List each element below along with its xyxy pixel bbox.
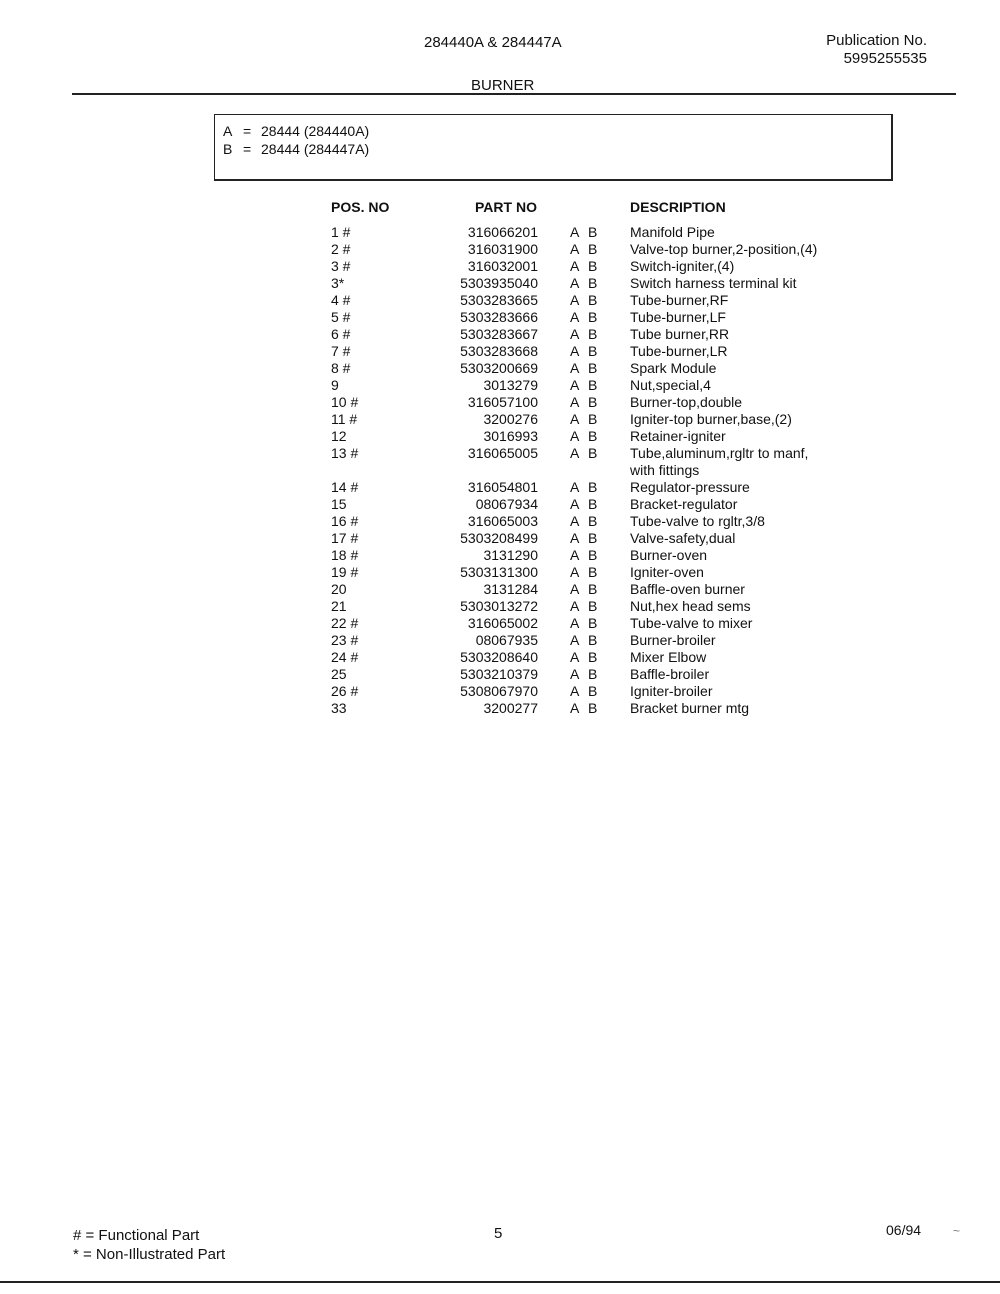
pos-cell: 1 # [331, 224, 351, 240]
part-number-cell: 5303200669 [460, 360, 538, 376]
column-header-part: PART NO [475, 199, 537, 215]
model-a-cell: A [570, 615, 580, 631]
model-b-cell: B [588, 615, 598, 631]
pos-cell: 14 # [331, 479, 359, 495]
legend-value: 28444 (284447A) [261, 141, 370, 157]
description-cell [630, 649, 706, 666]
model-b-cell: B [588, 700, 598, 716]
description-cell [630, 683, 712, 700]
description-line: Baffle-oven burner [630, 581, 745, 597]
description-cell [630, 241, 817, 258]
model-b-cell: B [588, 632, 598, 648]
description-line: Nut,hex head sems [630, 598, 751, 614]
description-line: Switch harness terminal kit [630, 275, 797, 291]
model-b-cell: B [588, 581, 598, 597]
description-line: Burner-oven [630, 547, 708, 563]
legend-line-a [223, 123, 369, 139]
description-line: Burner-broiler [630, 632, 716, 648]
model-a-cell: A [570, 632, 580, 648]
description-line: Baffle-broiler [630, 666, 710, 682]
part-number-cell: 5303208499 [460, 530, 538, 546]
description-cell [630, 394, 742, 411]
table-row [0, 309, 1000, 326]
model-a-cell: A [570, 241, 580, 257]
description-line: Tube-valve to mixer [630, 615, 753, 631]
part-number-cell: 3200276 [483, 411, 538, 427]
model-b-cell: B [588, 292, 598, 308]
part-number-cell: 5303210379 [460, 666, 538, 682]
publication-date: 06/94 [886, 1222, 922, 1238]
legend-equals: = [243, 123, 252, 139]
part-number-cell: 5308067970 [460, 683, 538, 699]
pos-cell: 22 # [331, 615, 359, 631]
table-row [0, 513, 1000, 530]
table-row [0, 598, 1000, 615]
pos-cell: 19 # [331, 564, 359, 580]
description-cell [630, 513, 765, 530]
scan-mark: ~ [953, 1224, 961, 1238]
model-b-cell: B [588, 428, 598, 444]
column-header-description: DESCRIPTION [630, 199, 726, 215]
model-b-cell: B [588, 224, 598, 240]
description-line: Igniter-oven [630, 564, 704, 580]
model-b-cell: B [588, 343, 598, 359]
model-a-cell: A [570, 275, 580, 291]
functional-part-note: # = Functional Part [73, 1227, 200, 1244]
model-b-cell: B [588, 496, 598, 512]
table-row [0, 241, 1000, 258]
pos-cell: 23 # [331, 632, 359, 648]
description-cell [630, 343, 728, 360]
description-line: Mixer Elbow [630, 649, 707, 665]
pos-cell: 2 # [331, 241, 351, 257]
pos-cell: 10 # [331, 394, 359, 410]
pos-cell: 18 # [331, 547, 359, 563]
description-line: Valve-safety,dual [630, 530, 736, 546]
description-cell [630, 309, 726, 326]
table-row [0, 258, 1000, 275]
model-a-cell: A [570, 377, 580, 393]
model-a-cell: A [570, 581, 580, 597]
legend-line-b [223, 141, 369, 157]
description-cell [630, 547, 707, 564]
description-cell [630, 615, 752, 632]
description-line: Tube-burner,LF [630, 309, 726, 325]
model-a-cell: A [570, 394, 580, 410]
model-b-cell: B [588, 598, 598, 614]
footer-divider [0, 1281, 1000, 1283]
description-cell [630, 700, 749, 717]
description-line: Igniter-top burner,base,(2) [630, 411, 792, 427]
part-number-cell: 3013279 [483, 377, 538, 393]
model-a-cell: A [570, 683, 580, 699]
part-number-cell: 5303283668 [460, 343, 538, 359]
section-title: BURNER [471, 77, 535, 94]
description-cell [630, 275, 797, 292]
model-a-cell: A [570, 496, 580, 512]
table-row [0, 445, 1000, 479]
part-number-cell: 316057100 [467, 394, 538, 410]
part-number-cell: 5303131300 [460, 564, 538, 580]
model-a-cell: A [570, 258, 580, 274]
model-b-cell: B [588, 530, 598, 546]
model-b-cell: B [588, 649, 598, 665]
model-a-cell: A [570, 309, 580, 325]
model-b-cell: B [588, 547, 598, 563]
pos-cell: 3* [331, 275, 345, 291]
description-line: with fittings [630, 462, 700, 478]
table-row [0, 360, 1000, 377]
pos-cell: 20 [331, 581, 347, 597]
part-number-cell: 5303283666 [460, 309, 538, 325]
table-row [0, 615, 1000, 632]
model-b-cell: B [588, 513, 598, 529]
model-a-cell: A [570, 360, 580, 376]
legend-key: A [223, 123, 233, 139]
part-number-cell: 316054801 [467, 479, 538, 495]
model-a-cell: A [570, 224, 580, 240]
pos-cell: 6 # [331, 326, 351, 342]
description-cell [630, 292, 728, 309]
pos-cell: 8 # [331, 360, 351, 376]
model-b-cell: B [588, 394, 598, 410]
description-line: Tube-burner,RF [630, 292, 729, 308]
model-b-cell: B [588, 326, 598, 342]
pos-cell: 12 [331, 428, 347, 444]
part-number-cell: 5303283667 [460, 326, 538, 342]
model-b-cell: B [588, 377, 598, 393]
pos-cell: 4 # [331, 292, 351, 308]
pos-cell: 25 [331, 666, 347, 682]
table-row [0, 224, 1000, 241]
table-row [0, 632, 1000, 649]
model-a-cell: A [570, 292, 580, 308]
model-b-cell: B [588, 445, 598, 461]
parts-table [0, 224, 1000, 717]
model-b-cell: B [588, 564, 598, 580]
pos-cell: 33 [331, 700, 347, 716]
description-line: Burner-top,double [630, 394, 743, 410]
description-cell [630, 377, 711, 394]
description-line: Valve-top burner,2-position,(4) [630, 241, 818, 257]
part-number-cell: 3131284 [483, 581, 538, 597]
part-number-cell: 08067935 [475, 632, 538, 648]
part-number-cell: 316065003 [467, 513, 538, 529]
pos-cell: 11 # [331, 411, 358, 427]
pos-cell: 5 # [331, 309, 351, 325]
description-cell [630, 496, 737, 513]
model-b-cell: B [588, 666, 598, 682]
page-number: 5 [494, 1225, 503, 1242]
part-number-cell: 316065002 [467, 615, 538, 631]
model-a-cell: A [570, 564, 580, 580]
description-line: Regulator-pressure [630, 479, 750, 495]
description-line: Tube,aluminum,rgltr to manf, [630, 445, 809, 461]
table-row [0, 683, 1000, 700]
description-cell [630, 479, 750, 496]
model-a-cell: A [570, 649, 580, 665]
part-number-cell: 316066201 [467, 224, 538, 240]
pos-cell: 9 [331, 377, 339, 393]
model-a-cell: A [570, 598, 580, 614]
model-b-cell: B [588, 258, 598, 274]
pos-cell: 3 # [331, 258, 351, 274]
description-cell [630, 564, 704, 581]
description-cell [630, 258, 734, 275]
description-cell [630, 326, 729, 343]
description-line: Bracket-regulator [630, 496, 738, 512]
model-b-cell: B [588, 683, 598, 699]
model-a-cell: A [570, 530, 580, 546]
header-divider [72, 93, 956, 95]
table-row [0, 428, 1000, 445]
description-cell [630, 445, 808, 479]
model-numbers: 284440A & 284447A [424, 34, 562, 51]
description-line: Tube burner,RR [630, 326, 730, 342]
model-b-cell: B [588, 241, 598, 257]
pos-cell: 24 # [331, 649, 359, 665]
pos-cell: 15 [331, 496, 347, 512]
part-number-cell: 3131290 [483, 547, 538, 563]
description-cell [630, 632, 716, 649]
legend-equals: = [243, 141, 252, 157]
description-cell [630, 581, 745, 598]
description-cell [630, 666, 709, 683]
model-a-cell: A [570, 343, 580, 359]
table-row [0, 326, 1000, 343]
description-line: Bracket burner mtg [630, 700, 750, 716]
non-illustrated-part-note: * = Non-Illustrated Part [73, 1246, 226, 1263]
pos-cell: 17 # [331, 530, 359, 546]
part-number-cell: 5303935040 [460, 275, 538, 291]
pos-cell: 21 [331, 598, 347, 614]
model-a-cell: A [570, 445, 580, 461]
table-row [0, 666, 1000, 683]
part-number-cell: 5303283665 [460, 292, 538, 308]
table-row [0, 496, 1000, 513]
table-row [0, 394, 1000, 411]
part-number-cell: 316065005 [467, 445, 538, 461]
description-cell [630, 360, 716, 377]
description-cell [630, 428, 726, 445]
table-row [0, 275, 1000, 292]
pos-cell: 7 # [331, 343, 351, 359]
column-header-pos: POS. NO [331, 199, 390, 215]
model-a-cell: A [570, 428, 580, 444]
description-line: Switch-igniter,(4) [630, 258, 735, 274]
description-line: Spark Module [630, 360, 717, 376]
model-a-cell: A [570, 479, 580, 495]
model-a-cell: A [570, 411, 580, 427]
part-number-cell: 08067934 [475, 496, 538, 512]
part-number-cell: 316032001 [467, 258, 538, 274]
part-number-cell: 5303208640 [460, 649, 538, 665]
table-row [0, 530, 1000, 547]
legend-key: B [223, 141, 233, 157]
description-line: Igniter-broiler [630, 683, 713, 699]
model-b-cell: B [588, 479, 598, 495]
model-a-cell: A [570, 513, 580, 529]
description-line: Tube-valve to rgltr,3/8 [630, 513, 765, 529]
publication-block [826, 32, 927, 68]
model-b-cell: B [588, 275, 598, 291]
publication-number: 5995255535 [843, 50, 927, 67]
table-row [0, 411, 1000, 428]
part-number-cell: 3016993 [483, 428, 538, 444]
model-a-cell: A [570, 666, 580, 682]
table-row [0, 649, 1000, 666]
pos-cell: 16 # [331, 513, 359, 529]
model-a-cell: A [570, 700, 580, 716]
model-legend-box [214, 114, 893, 181]
table-row [0, 700, 1000, 717]
table-row [0, 547, 1000, 564]
table-row [0, 343, 1000, 360]
description-cell [630, 530, 735, 547]
table-row [0, 564, 1000, 581]
model-b-cell: B [588, 411, 598, 427]
publication-label: Publication No. [826, 32, 927, 49]
model-b-cell: B [588, 360, 598, 376]
table-row [0, 581, 1000, 598]
table-row [0, 377, 1000, 394]
description-line: Retainer-igniter [630, 428, 726, 444]
description-cell [630, 598, 751, 615]
part-number-cell: 3200277 [483, 700, 538, 716]
legend-value: 28444 (284440A) [261, 123, 370, 139]
pos-cell: 26 # [331, 683, 359, 699]
description-line: Tube-burner,LR [630, 343, 728, 359]
table-row [0, 479, 1000, 496]
model-b-cell: B [588, 309, 598, 325]
part-number-cell: 316031900 [467, 241, 538, 257]
description-cell [630, 411, 792, 428]
description-line: Manifold Pipe [630, 224, 715, 240]
table-row [0, 292, 1000, 309]
model-a-cell: A [570, 326, 580, 342]
part-number-cell: 5303013272 [460, 598, 538, 614]
model-a-cell: A [570, 547, 580, 563]
pos-cell: 13 # [331, 445, 359, 461]
description-line: Nut,special,4 [630, 377, 711, 393]
description-cell [630, 224, 715, 241]
